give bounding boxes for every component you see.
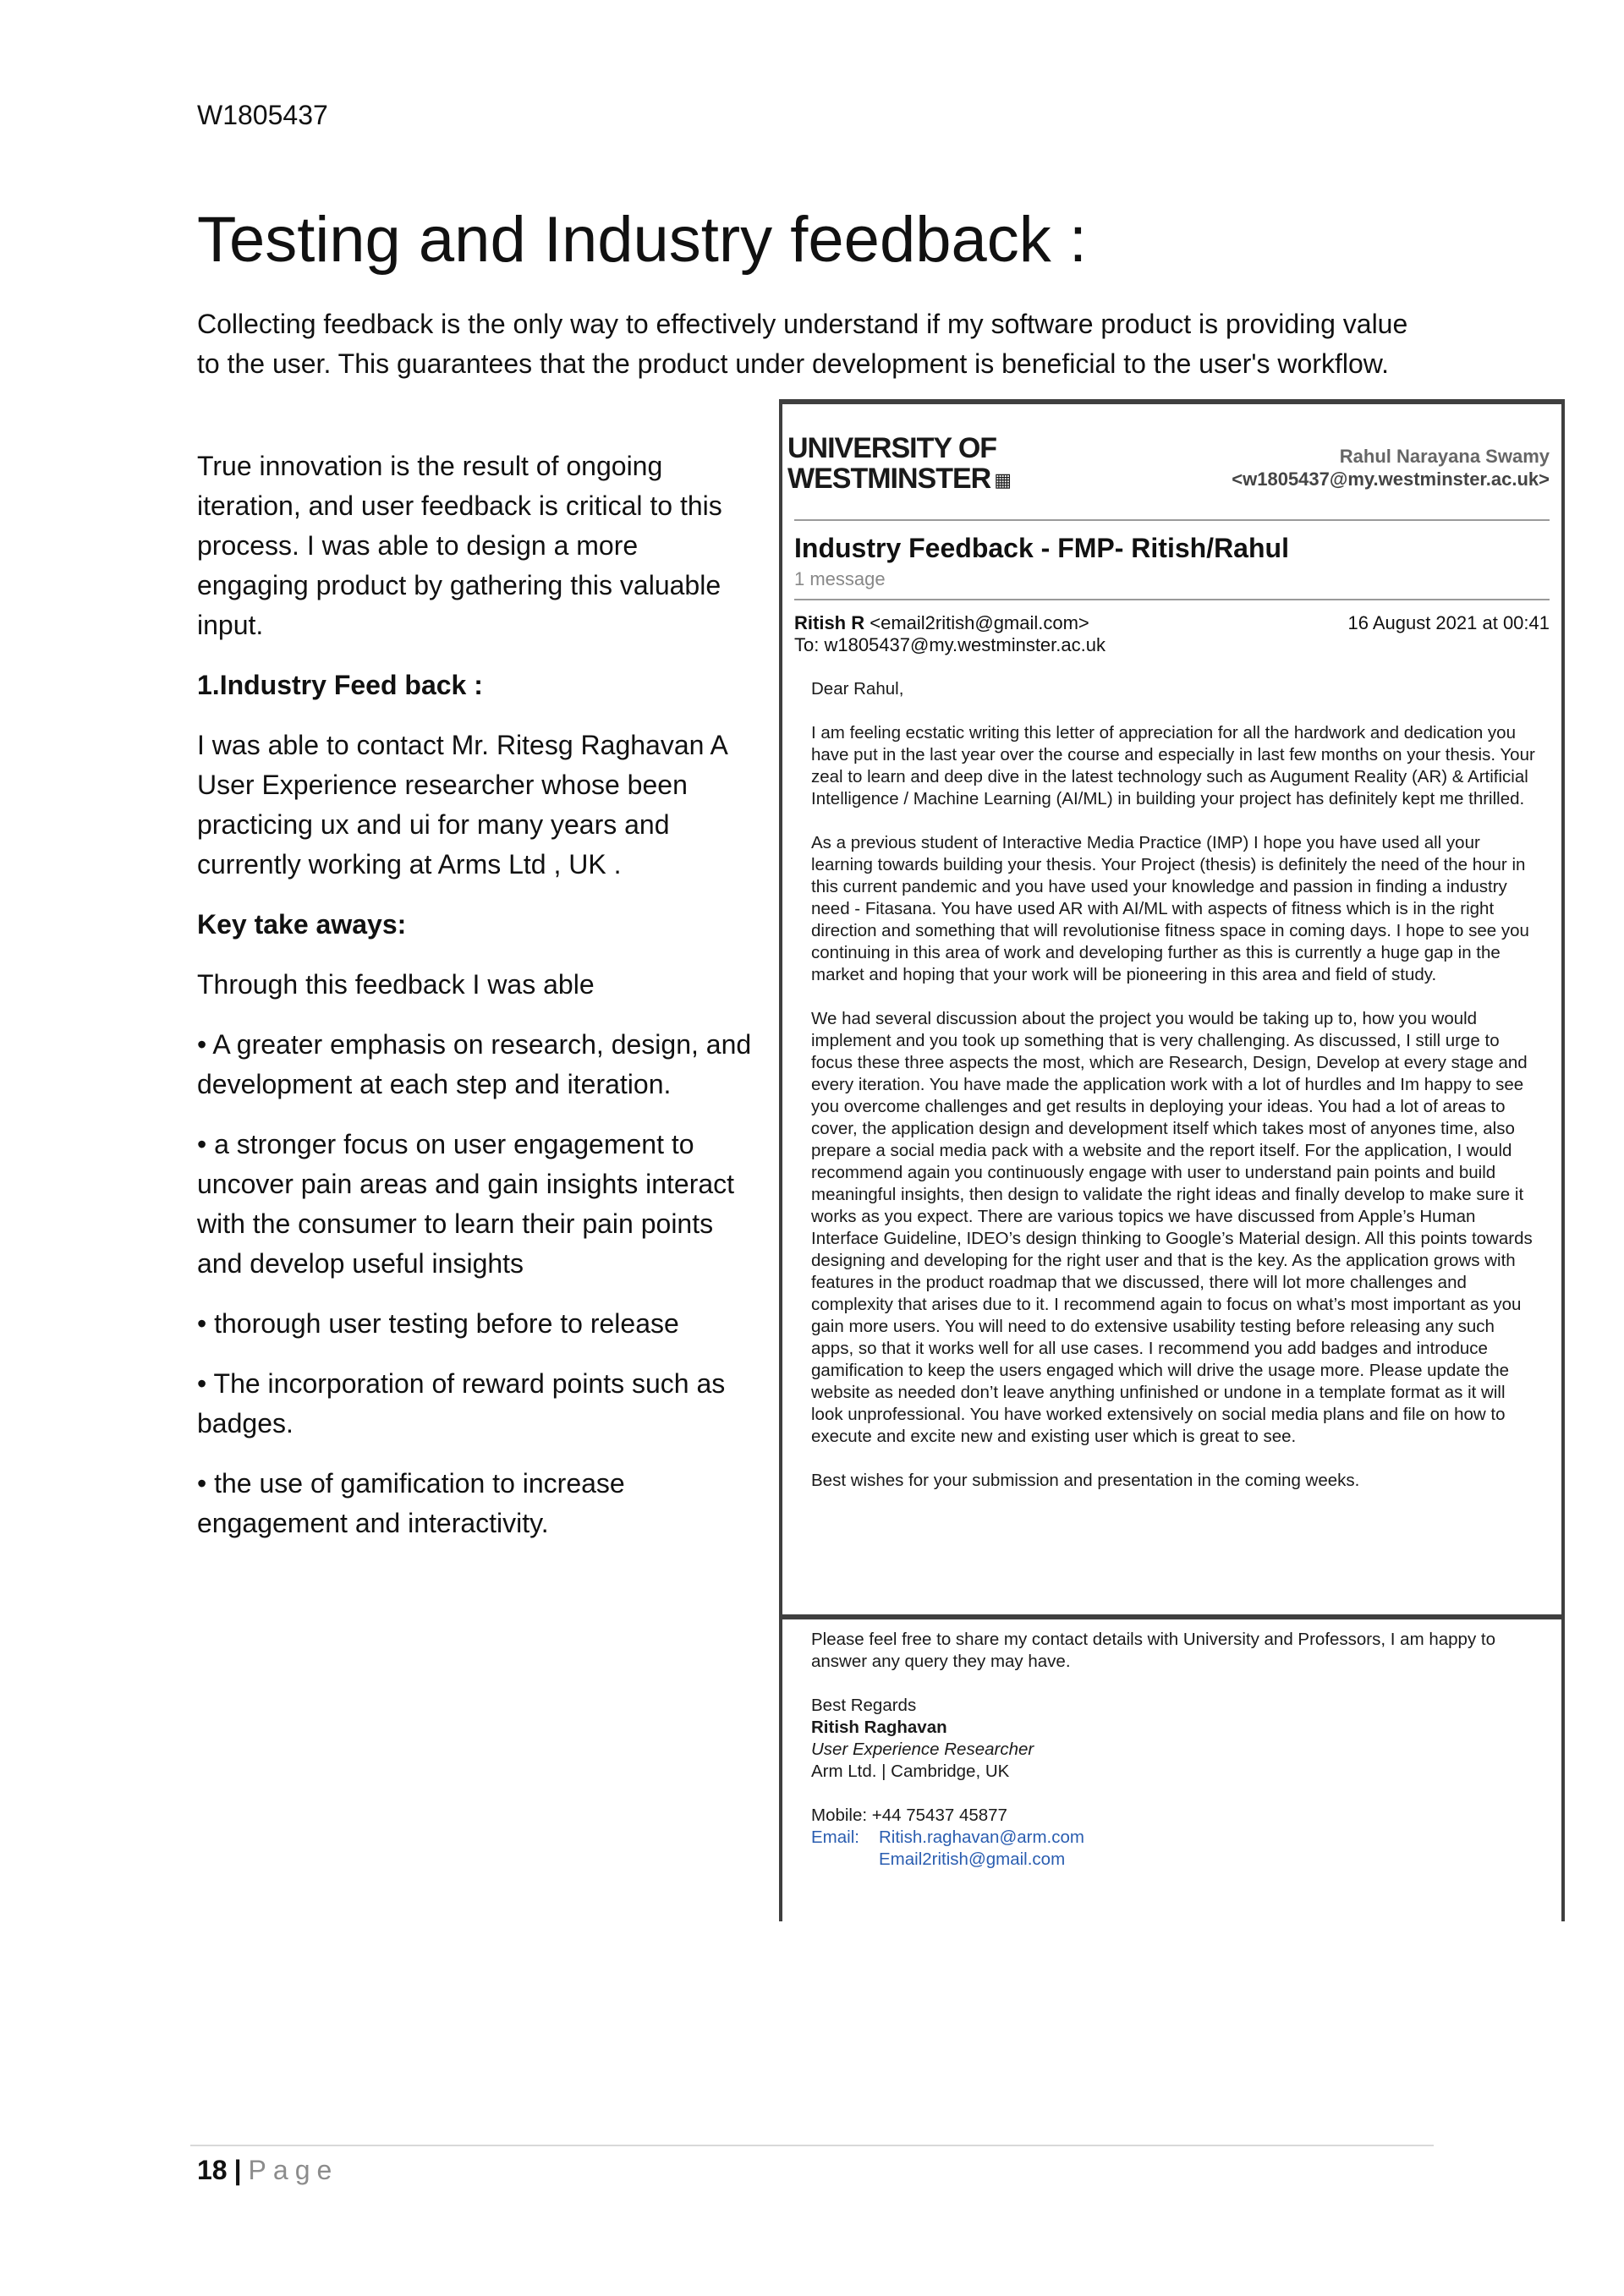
email-signature-section: [811, 1629, 1539, 1871]
signature-email-row: [811, 1849, 1539, 1871]
takeaway-item: • thorough user testing before to release: [197, 1308, 679, 1339]
takeaway-item: • The incorporation of reward points such as badges.: [197, 1368, 726, 1438]
email-paragraph: Best wishes for your submission and presentation in the coming weeks.: [811, 1471, 1360, 1490]
header-divider: [794, 519, 1550, 521]
signature-company: Arm Ltd. | Cambridge, UK: [811, 1762, 1010, 1781]
account-info: [1232, 445, 1550, 490]
screenshot-divider: [782, 1614, 1561, 1619]
to-line: To: w1805437@my.westminster.ac.uk: [794, 634, 1106, 655]
signature-regards: Best Regards: [811, 1696, 917, 1715]
email-paragraph: As a previous student of Interactive Media Practice (IMP) I hope you have used all your learning towards building your thesis. Your Project (thesis) is definitely the need of the hour in this current pandemic and you have used your knowledge and passion in finding a industry need - Fitasana. You have used AR with AI/ML with aspects of fitness which is in the right direction and something that will revolutionise fitness space in coming days. I hope to see you continuing in this area of work and developing further as this is currently a huge gap in the market and hoping that your work will be pioneering in this area and field of study.: [811, 833, 1529, 984]
left-column: [197, 447, 755, 1564]
signature-name: Ritish Raghavan: [811, 1718, 947, 1737]
from-name: Ritish R: [794, 612, 865, 633]
footer-separator: |: [233, 2155, 242, 2185]
email-paragraph: I am feeling ecstatic writing this letter of appreciation for all the hardwork and dedication you have put in the last year over the course and especially in last few months on your thesis. Your zeal to learn and deep dive in the latest technology such as Augument Reality (AR) & Artificial Intelligence / Machine Learning (AI/ML) in building your project has definitely kept me thrilled.: [811, 723, 1535, 808]
from-line: [794, 612, 1089, 634]
university-logo: UNIVERSITY OF WESTMINSTER ▦: [787, 432, 1012, 495]
email-date: 16 August 2021 at 00:41: [1347, 612, 1550, 633]
email-paragraph: We had several discussion about the project you would be taking up to, how you would implement and you took up something that is very challenging. As discussed, I still urge to focus these three aspects the most, which are Research, Design, Develop at every stage and every iteration. You have made the application work with a lot of hurdles and Im happy to see you overcome challenges and get results in deploying your ideas. You had a lot of areas to cover, the application design and development itself which takes most of anyones time, also prepare a social media pack with a website and the report itself. For the application, I would recommend again you continuously engage with user to understand pain points and build meaningful insights, then design to validate the right ideas and finally develop to make sure it works as you expect. There are various topics we have discussed from Apple’s Human Interface Guideline, IDEO’s design thinking to Google’s Material design. All this points towards designing and developing for the right user and that is the key. As the application grows with features in the product roadmap that we discussed, there will lot more challenges and complexity that arises due to it. I recommend again to focus on what’s most important as you gain more users. You will need to do extensive usability testing before releasing any such apps, so that it works well for all use cases. I recommend you add badges and introduce gamification to keep the users engaged which will drive the usage more. Please update the website as needed don’t leave anything unfinished or undone in a template format as it will look unprofessional. You have worked extensively on social media plans and file on how to execute and excite new and existing user which is great to see.: [811, 1009, 1533, 1446]
page-label: Page: [248, 2155, 339, 2185]
innovation-paragraph: True innovation is the result of ongoing iteration, and user feedback is critical to this process. I was able to design a more engaging product by gathering this valuable input.: [197, 451, 722, 640]
email-label: Email:: [811, 1827, 859, 1847]
page-number: 18: [197, 2155, 228, 2185]
takeaway-item: • A greater emphasis on research, design, and development at each step and iteration.: [197, 1029, 752, 1099]
contact-paragraph: I was able to contact Mr. Ritesg Raghavan A User Experience researcher whose been practicing ux and ui for many years and currently working at Arms Ltd , UK .: [197, 730, 727, 879]
page-title: Testing and Industry feedback :: [197, 204, 1087, 276]
email-subject: Industry Feedback - FMP- Ritish/Rahul: [794, 533, 1289, 563]
email-link-arm[interactable]: Ritish.raghavan@arm.com: [879, 1827, 1084, 1847]
signature-mobile: Mobile: +44 75437 45877: [811, 1806, 1007, 1825]
email-greeting: Dear Rahul,: [811, 679, 904, 699]
email-paragraph: Please feel free to share my contact details with University and Professors, I am happy to answer any query they may have.: [811, 1630, 1495, 1671]
signature-title: User Experience Researcher: [811, 1740, 1034, 1759]
account-name: Rahul Narayana Swamy: [1339, 446, 1550, 467]
key-takeaways-heading: Key take aways:: [197, 909, 407, 940]
footer-divider: [190, 2145, 1434, 2146]
document-id: W1805437: [197, 100, 328, 130]
account-email: <w1805437@my.westminster.ac.uk>: [1232, 469, 1550, 490]
takeaway-item: • a stronger focus on user engagement to uncover pain areas and gain insights interact with the consumer to learn their pain points and develop useful insights: [197, 1129, 735, 1279]
intro-paragraph: Collecting feedback is the only way to effectively understand if my software product is providing value to the user. This guarantees that the product under development is beneficial to the user's workflow.: [197, 309, 1408, 379]
takeaway-item: • the use of gamification to increase engagement and interactivity.: [197, 1468, 625, 1538]
email-body: [811, 678, 1539, 1514]
crest-icon: ▦: [994, 469, 1012, 491]
takeaways-intro: Through this feedback I was able: [197, 969, 595, 1000]
page-footer: [197, 2153, 338, 2187]
from-email: <email2ritish@gmail.com>: [870, 612, 1089, 633]
industry-feedback-heading: 1.Industry Feed back :: [197, 670, 483, 700]
message-count: 1 message: [794, 568, 886, 589]
email-link-gmail[interactable]: Email2ritish@gmail.com: [879, 1849, 1066, 1869]
subject-divider: [794, 599, 1550, 600]
signature-email-row: [811, 1827, 1539, 1849]
email-screenshot: [779, 399, 1565, 1921]
